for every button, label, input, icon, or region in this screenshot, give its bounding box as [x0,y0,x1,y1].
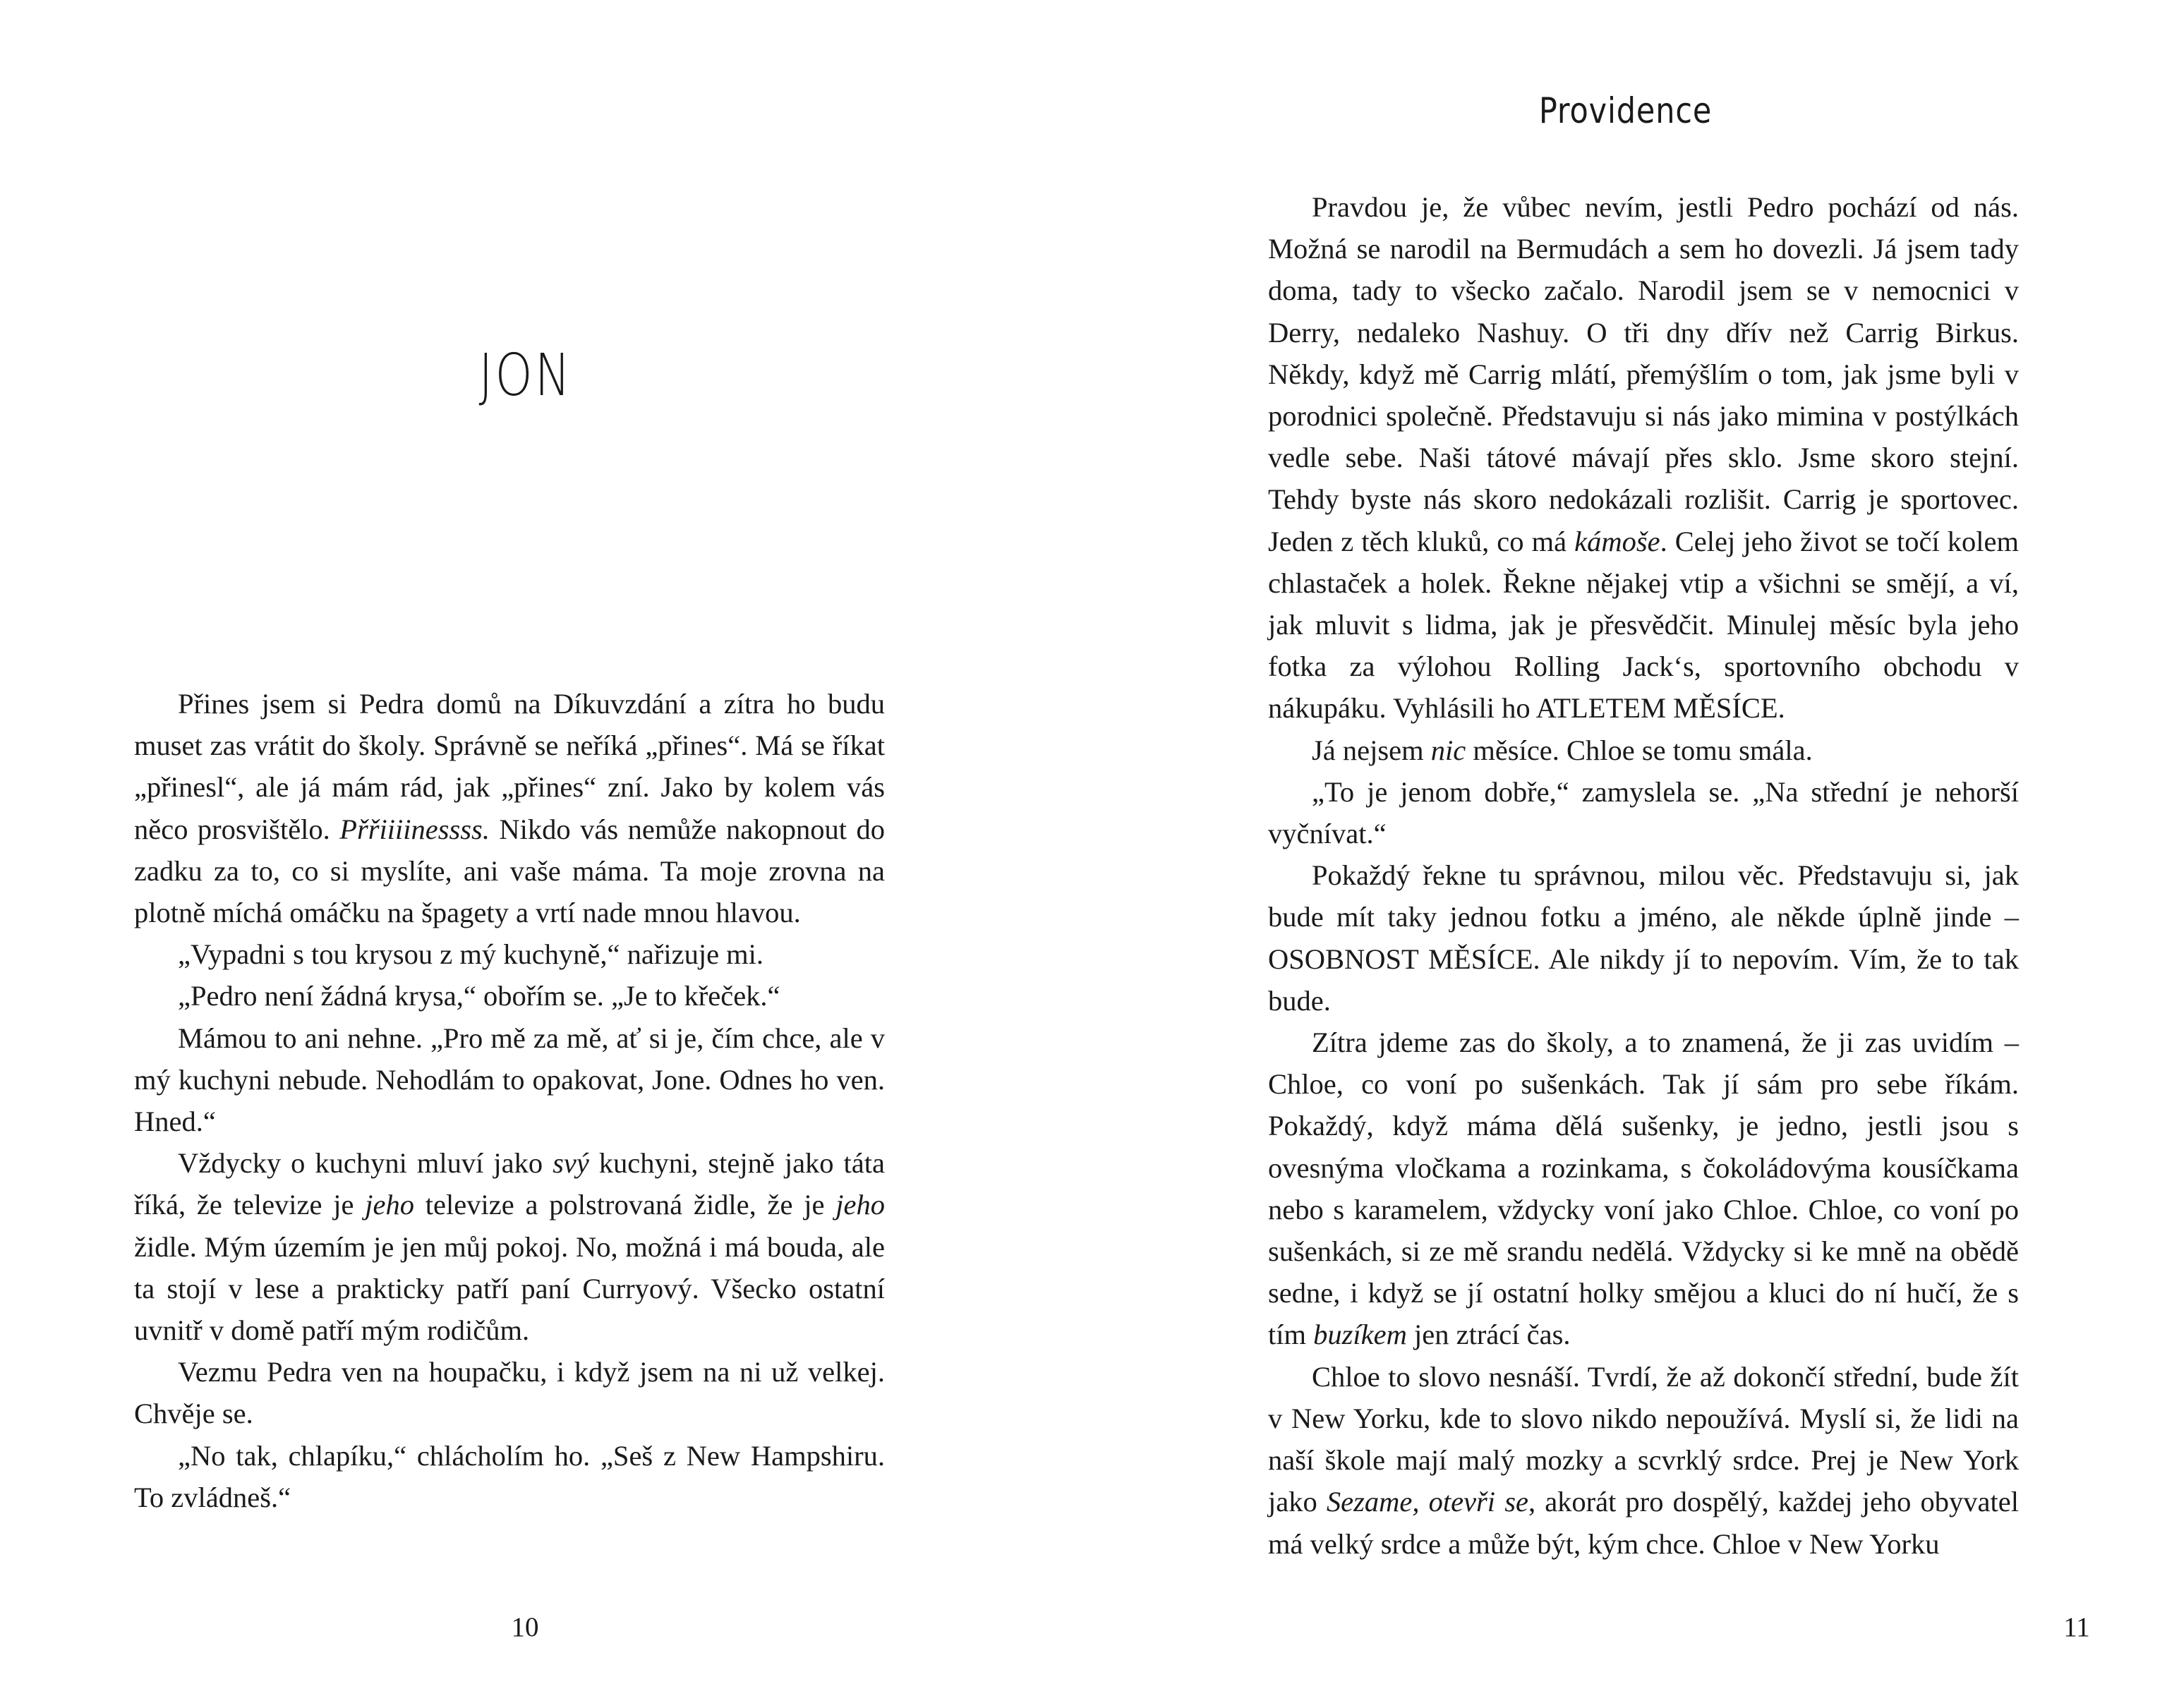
text-run: , akorát pro dospělý, každej jeho obyvatel má velký srdce a může být, kým chce. Chloe v New Yorku [1268,1486,2020,1560]
paragraph [1268,854,2019,1022]
text-run: „To je jenom dobře,“ zamyslela se. „Na střední je nehorší vyčnívat.“ [1268,775,2019,850]
paragraph [134,1017,885,1143]
running-head: Providence [1538,90,1713,131]
italic-text: buzíkem [1313,1319,1407,1351]
text-run: . Celej jeho život se točí kolem chlastaček a holek. Řekne nějakej vtip a všichni se smějí, a ví, jak mluvit s lidma, jak je přesvědčit. Minulej měsíc byla jeho fotka za výlohou Rolling Jack‘s, sportovního obchodu v nákupáku. Vyhlásili ho ATLETEM MĚSÍCE. [1268,525,2019,725]
text-run: Chloe to slovo nesnáší. Tvrdí, že až dokončí střední, bude žít v New Yorku, kde to slovo nikdo nepoužívá. Myslí si, že lidi na naší škole mají malý mozky a scvrklý srdce. Prej je New York jako [1268,1360,2019,1518]
italic-text: Sezame, otevři se [1326,1486,1528,1518]
italic-text: jeho [835,1189,885,1221]
text-run: Nikdo vás nemůže nakopnout do zadku za to, co si myslíte, ani vaše máma. Ta moje zrovna na plotně míchá omáčku na špagety a vrtí nade mnou hlavou. [134,813,885,929]
paragraph [1268,729,2019,771]
text-run: Vždycky o kuchyni mluví jako [178,1147,553,1180]
text-run: Vezmu Pedra ven na houpačku, i když jsem na ni už velkej. Chvěje se. [134,1356,885,1430]
text-run: jen ztrácí čas. [1406,1319,1571,1351]
italic-text: nic [1430,734,1466,766]
italic-text: svý [553,1147,589,1180]
italic-text: jeho [365,1189,414,1221]
paragraph [134,975,885,1017]
paragraph [134,1351,885,1434]
paragraph [1268,771,2019,854]
paragraph [134,1435,885,1518]
text-run: televize a polstrovaná židle, že je [414,1189,836,1221]
text-run: „Vypadni s tou krysou z mý kuchyně,“ nařizuje mi. [178,938,764,971]
text-run: Zítra jdeme zas do školy, a to znamená, že ji zas uvidím – Chloe, co voní po sušenkách. Tak jí sám pro sebe říkám. Pokaždý, když máma dělá sušenky, je jedno, jestli jsou s ovesnýma vločkama a rozinkama, s čokoládovýma kousíčkama nebo s karamelem, vždycky voní jako Chloe. Chloe, co voní po sušenkách, si ze mě srandu nedělá. Vždycky si ke mně na obědě sedne, i když se jí ostatní holky smějou a kluci do ní hučí, že s tím [1268,1026,2019,1351]
text-run: Mámou to ani nehne. „Pro mě za mě, ať si je, čím chce, ale v mý kuchyni nebude. Nehodlám to opakovat, Jone. Odnes ho ven. Hned.“ [134,1022,885,1138]
text-run: židle. Mým územím je jen můj pokoj. No, možná i má bouda, ale ta stojí v lese a prakticky patří paní Curryový. Všecko ostatní uvnitř v domě patří mým rodičům. [134,1230,885,1347]
italic-text: kámoše [1574,525,1660,557]
paragraph [1268,1022,2019,1356]
text-run: Přines jsem si Pedra domů na Díkuvzdání a zítra ho budu muset zas vrátit do školy. Správně se neříká „přines“. Má se říkat „přinesl“, ale já mám rád, jak „přines“ zní. Jako by kolem vás něco prosvištělo. [134,688,885,845]
text-run: „No tak, chlapíku,“ chlácholím ho. „Seš z New Hampshiru. To zvládneš.“ [134,1439,885,1513]
right-page [1084,0,2167,1708]
paragraph [134,683,885,933]
left-page-body [134,683,885,1518]
text-run: Já nejsem [1312,734,1431,766]
paragraph [1268,1356,2019,1565]
text-run: Pokaždý řekne tu správnou, milou věc. Představuju si, jak bude mít taky jednou fotku a jméno, ale někde úplně jinde – OSOBNOST MĚSÍCE. Ale nikdy jí to nepovím. Vím, že to tak bude. [1268,859,2019,1017]
text-run: Pravdou je, že vůbec nevím, jestli Pedro pochází od nás. Možná se narodil na Bermudách a sem ho dovezli. Já jsem tady doma, tady to všecko začalo. Narodil jsem se v nemocnici v Derry, nedaleko Nashuy. O tři dny dřív než Carrig Birkus. Někdy, když mě Carrig mlátí, přemýšlím o tom, jak jsme byli v porodnici společně. Představuju si nás jako mimina v postýlkách vedle sebe. Naši tátové mávají přes sklo. Jsme skoro stejní. Tehdy byste nás skoro nedokázali rozlišit. Carrig je sportovec. Jeden z těch kluků, co má [1268,191,2019,557]
paragraph [1268,186,2019,729]
text-run: „Pedro není žádná krysa,“ obořím se. „Je to křeček.“ [178,980,780,1012]
text-run: kuchyni, stejně jako táta říká, že televize je [134,1147,885,1221]
paragraph [134,1142,885,1351]
italic-text: Přřiiiinessss. [339,813,490,845]
text-run: měsíce. Chloe se tomu smála. [1466,734,1813,766]
chapter-title: JON [478,342,573,409]
page-number-left: 10 [511,1612,539,1642]
paragraph [134,933,885,975]
right-page-body [1268,186,2019,1565]
page-number-right: 11 [2063,1612,2090,1642]
